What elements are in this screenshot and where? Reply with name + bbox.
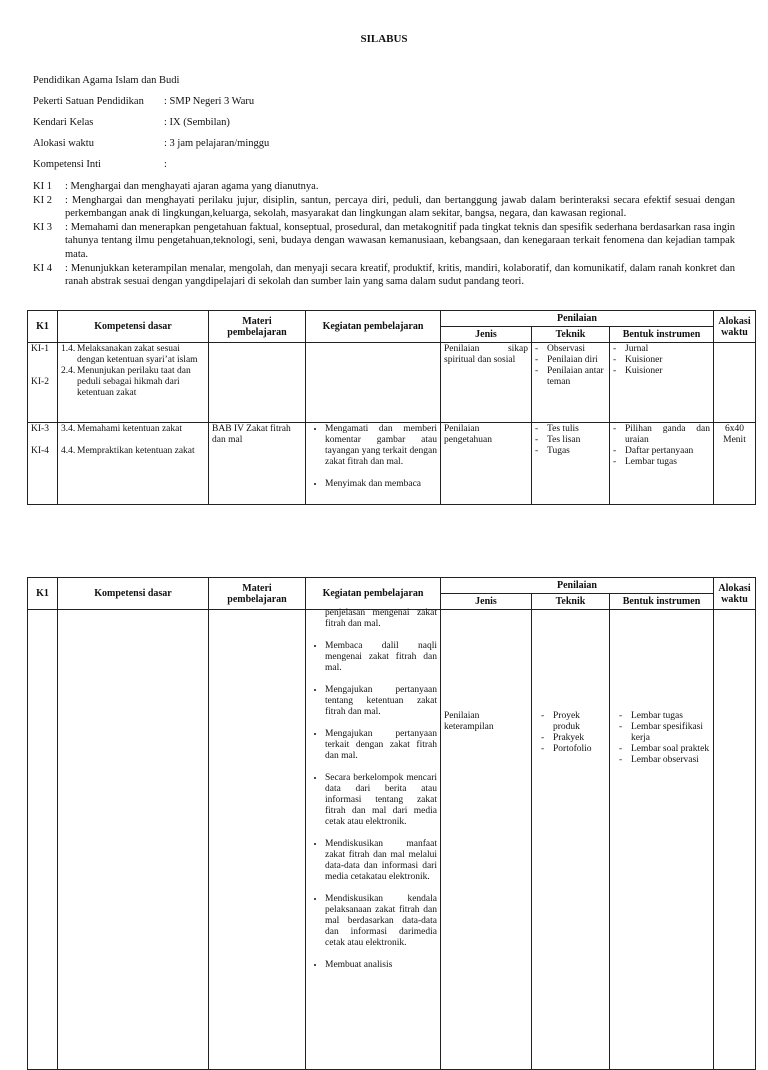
ki-code: KI 3: [33, 221, 52, 233]
ki-item: [33, 262, 735, 289]
kd-item: [61, 366, 205, 399]
kd-cell: [58, 343, 209, 423]
jenis-cell: Penilaian sikap spiritual dan sosial: [441, 343, 532, 423]
list-item: • Mendiskusikan manfaat zakat fitrah dan mal melalui data-data dan informasi dari media cetakatau elektronik.: [325, 839, 437, 883]
bentuk-list: [613, 711, 710, 766]
kd-text: Menunjukan perilaku taat dan peduli sebagai hikmah dari ketentuan zakat: [77, 366, 191, 398]
list-item: • Membaca dalil naqli mengenai zakat fitrah dan mal.: [325, 641, 437, 674]
table-row: [28, 423, 756, 505]
info-label: Pekerti Satuan Pendidikan: [33, 96, 144, 107]
ki-label: KI-4: [31, 446, 49, 456]
kd-text: Memahami ketentuan zakat: [77, 424, 182, 434]
header-row: [28, 311, 756, 327]
header-kegiatan: Kegiatan pembelajaran: [306, 578, 441, 610]
syllabus-info: [33, 74, 753, 179]
syllabus-table: [27, 310, 756, 505]
list-item: • Menyimak dan membaca: [325, 479, 437, 490]
table-row: [28, 343, 756, 423]
header-materi: Materi pembelajaran: [209, 578, 306, 610]
header-alokasi: Alokasi waktu: [714, 311, 756, 343]
alokasi-cell: 6x40 Menit: [714, 423, 756, 505]
list-item: - Kuisioner: [613, 366, 710, 377]
list-item: - Tugas: [535, 446, 606, 457]
subject-row: [33, 74, 753, 95]
ki-code: KI 4: [33, 262, 52, 274]
table-row: [28, 610, 756, 1070]
list-item: - Observasi: [535, 344, 606, 355]
list-item: - Daftar pertanyaan: [613, 446, 710, 457]
header-kompetensi-dasar: Kompetensi dasar: [58, 311, 209, 343]
info-row: [33, 95, 753, 116]
kegiatan-cell: [306, 343, 441, 423]
list-item: • Membuat analisis: [325, 960, 437, 971]
list-item: • Mendiskusikan kendala pelaksanaan zakat fitrah dan mal berdasarkan data-data dan informasi darimedia cetak atau elektronik.: [325, 894, 437, 949]
list-item: • Secara berkelompok mencari data dari berita atau informasi tentang zakat fitrah dan mal dari media cetak atau elektronik.: [325, 773, 437, 828]
header-penilaian: Penilaian: [441, 311, 714, 327]
bentuk-list: [613, 344, 710, 377]
header-teknik: Teknik: [532, 594, 610, 610]
list-item: - Proyek produk: [541, 711, 606, 733]
ki-label: KI-3: [31, 424, 49, 434]
header-row: [28, 578, 756, 594]
list-item: - Penilaian antar teman: [535, 366, 606, 388]
kd-number: 3.4.: [61, 424, 76, 434]
info-label: Alokasi waktu: [33, 138, 94, 149]
list-item: - Kuisioner: [613, 355, 710, 366]
list-item: • Mengajukan pertanyaan tentang ketentuan zakat fitrah dan mal.: [325, 685, 437, 718]
info-row: [33, 116, 753, 137]
ki-cell: [28, 343, 58, 423]
materi-cell: BAB IV Zakat fitrah dan mal: [209, 423, 306, 505]
subject-name: Pendidikan Agama Islam dan Budi: [33, 75, 180, 86]
list-item: - Pilihan ganda dan uraian: [613, 424, 710, 446]
ki-text: : Memahami dan menerapkan pengetahuan faktual, konseptual, prosedural, dan metakognitif pada tingkat teknis dan spesifik sederhana berdasarkan rasa ingin tahunya tentang ilmu pengetahuan,teknologi, seni, budaya dengan wawasan kemanusiaan, kebangsaan, dan kenegaraan terkait fenomena dan kejadian tampak mata.: [65, 221, 735, 260]
teknik-list: [535, 711, 606, 755]
bentuk-list: [613, 424, 710, 468]
teknik-cell: [532, 343, 610, 423]
kompetensi-inti-list: [33, 180, 735, 289]
teknik-cell: [532, 423, 610, 505]
header-jenis: Jenis: [441, 327, 532, 343]
alokasi-cell: [714, 343, 756, 423]
header-alokasi: Alokasi waktu: [714, 578, 756, 610]
ki-label: KI-1: [31, 344, 49, 354]
kd-item: [61, 344, 205, 366]
list-item: • Mengamati dan memberi komentar gambar atau tayangan yang terkait dengan zakat fitrah dan mal.: [325, 424, 437, 468]
ki-code: KI 2: [33, 194, 52, 206]
list-item: - Lembar observasi: [619, 755, 710, 766]
kd-cell: [58, 610, 209, 1070]
header-teknik: Teknik: [532, 327, 610, 343]
jenis-cell: Penilaian pengetahuan: [441, 423, 532, 505]
list-item: - Portofolio: [541, 744, 606, 755]
bentuk-cell: [610, 343, 714, 423]
jenis-text: Penilaian keterampilan: [444, 711, 494, 732]
kd-number: 2.4.: [61, 366, 76, 376]
list-item: - Tes lisan: [535, 435, 606, 446]
header-bentuk: Bentuk instrumen: [610, 327, 714, 343]
info-value: :: [164, 159, 167, 170]
list-item: • Mengajukan pertanyaan terkait dengan zakat fitrah dan mal.: [325, 729, 437, 762]
bentuk-cell: [610, 610, 714, 1070]
ki-item: [33, 194, 735, 221]
teknik-cell: [532, 610, 610, 1070]
kegiatan-cell: [306, 610, 441, 1070]
ki-text: : Menunjukkan keterampilan menalar, mengolah, dan menyaji secara kreatif, produktif, kritis, mandiri, kolaboratif, dan komunikatif, dalam ranah konkret dan ranah abstrak sesuai dengan yangdipelajari di sekolah dan sumber lain yang sama dalam sudut pandang teori.: [65, 262, 735, 288]
ki-item: [33, 180, 735, 194]
kd-text: Melaksanakan zakat sesuai dengan ketentuan syari’at islam: [77, 344, 198, 365]
kegiatan-list: [309, 641, 437, 971]
list-item: - Lembar soal praktek: [619, 744, 710, 755]
list-item: - Lembar tugas: [613, 457, 710, 468]
info-label: Kompetensi Inti: [33, 159, 101, 170]
teknik-list: [535, 344, 606, 388]
materi-cell: [209, 343, 306, 423]
info-value: : IX (Sembilan): [164, 117, 230, 128]
kd-number: 1.4.: [61, 344, 76, 354]
list-item: - Jurnal: [613, 344, 710, 355]
list-item: - Penilaian diri: [535, 355, 606, 366]
ki-cell: [28, 423, 58, 505]
kd-item: [61, 424, 205, 435]
ki-code: KI 1: [33, 181, 52, 192]
jenis-cell: [441, 610, 532, 1070]
header-kompetensi-dasar: Kompetensi dasar: [58, 578, 209, 610]
info-row: [33, 137, 753, 158]
materi-cell: [209, 610, 306, 1070]
header-jenis: Jenis: [441, 594, 532, 610]
header-materi: Materi pembelajaran: [209, 311, 306, 343]
bentuk-cell: [610, 423, 714, 505]
list-item: - Lembar spesifikasi kerja: [619, 722, 710, 744]
alokasi-cell: [714, 610, 756, 1070]
info-value: : SMP Negeri 3 Waru: [164, 96, 255, 107]
header-bentuk: Bentuk instrumen: [610, 594, 714, 610]
kegiatan-cell: [306, 423, 441, 505]
ki-text: : Menghargai dan menghayati perilaku jujur, disiplin, santun, percaya diri, peduli, dan bertanggung jawab dalam berinteraksi secara efektif sesuai dengan perkembangan anak di lingkungan,keluarga, sekolah, masyarakat dan lingkungan alam sekitar, bangsa, negara, dan kawasan regional.: [65, 194, 735, 220]
document-title: SILABUS: [360, 33, 408, 45]
info-value: : 3 jam pelajaran/minggu: [164, 138, 270, 149]
ki-cell: [28, 610, 58, 1070]
kd-text: Mempraktikan ketentuan zakat: [77, 446, 195, 456]
ki-item: [33, 221, 735, 262]
kd-cell: [58, 423, 209, 505]
continued-text: penjelasan mengenai zakat fitrah dan mal.: [325, 608, 437, 629]
header-penilaian: Penilaian: [441, 578, 714, 594]
ki-label: KI-2: [31, 377, 49, 387]
list-item: - Tes tulis: [535, 424, 606, 435]
list-item: - Lembar tugas: [619, 711, 710, 722]
header-k1: K1: [28, 578, 58, 610]
header-k1: K1: [28, 311, 58, 343]
kd-item: [61, 446, 205, 457]
teknik-list: [535, 424, 606, 457]
info-label: Kendari Kelas: [33, 117, 94, 128]
syllabus-table-continued: [27, 577, 756, 1070]
list-item: - Prakyek: [541, 733, 606, 744]
header-kegiatan: Kegiatan pembelajaran: [306, 311, 441, 343]
kegiatan-list: [309, 424, 437, 490]
info-row: [33, 158, 753, 179]
ki-text: : Menghargai dan menghayati ajaran agama yang dianutnya.: [65, 181, 319, 192]
kd-number: 4.4.: [61, 446, 76, 456]
